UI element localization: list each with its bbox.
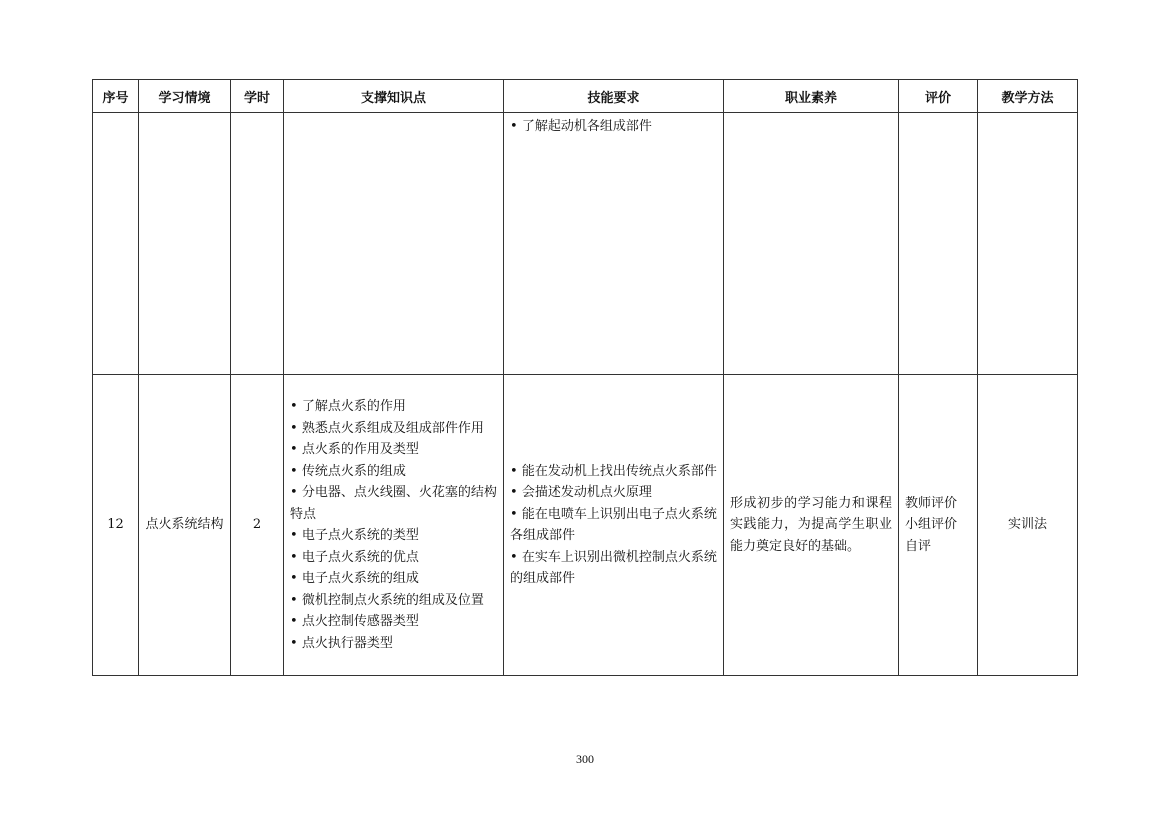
list-item: 自评 bbox=[905, 538, 932, 554]
cell-situation bbox=[139, 113, 231, 375]
list-item: • 了解点火系的作用 bbox=[290, 396, 497, 418]
table-row bbox=[93, 375, 1078, 676]
curriculum-table bbox=[92, 79, 1078, 676]
list-item: • 在实车上识别出微机控制点火系统的组成部件 bbox=[510, 547, 717, 590]
list-item: • 点火控制传感器类型 bbox=[290, 611, 497, 633]
cell-knowledge bbox=[284, 375, 504, 676]
list-item: • 电子点火系统的组成 bbox=[290, 568, 497, 590]
header-hours: 学时 bbox=[231, 80, 284, 113]
evaluation-list bbox=[905, 493, 971, 558]
header-skills: 技能要求 bbox=[504, 80, 724, 113]
page-number: 300 bbox=[576, 752, 594, 766]
cell-method bbox=[978, 113, 1078, 375]
cell-evaluation bbox=[899, 113, 978, 375]
cell-skills bbox=[504, 375, 724, 676]
list-item: • 点火执行器类型 bbox=[290, 633, 497, 655]
list-item: • 熟悉点火系组成及组成部件作用 bbox=[290, 418, 497, 440]
list-item: • 传统点火系的组成 bbox=[290, 461, 497, 483]
cell-no: 12 bbox=[93, 375, 139, 676]
cell-hours: 2 bbox=[231, 375, 284, 676]
skills-list bbox=[510, 461, 717, 590]
cell-literacy bbox=[724, 113, 899, 375]
header-knowledge: 支撑知识点 bbox=[284, 80, 504, 113]
skills-list bbox=[510, 116, 717, 138]
cell-skills bbox=[504, 113, 724, 375]
header-literacy: 职业素养 bbox=[724, 80, 899, 113]
knowledge-list bbox=[290, 396, 497, 654]
list-item: 小组评价 bbox=[905, 517, 958, 533]
header-evaluation: 评价 bbox=[899, 80, 978, 113]
table-row bbox=[93, 113, 1078, 375]
list-item: • 微机控制点火系统的组成及位置 bbox=[290, 590, 497, 612]
cell-knowledge bbox=[284, 113, 504, 375]
list-item: • 能在电喷车上识别出电子点火系统各组成部件 bbox=[510, 504, 717, 547]
header-row bbox=[93, 80, 1078, 113]
cell-situation: 点火系统结构 bbox=[139, 375, 231, 676]
header-no: 序号 bbox=[93, 80, 139, 113]
list-item: • 了解起动机各组成部件 bbox=[510, 116, 717, 138]
cell-method: 实训法 bbox=[978, 375, 1078, 676]
list-item: • 能在发动机上找出传统点火系部件 bbox=[510, 461, 717, 483]
list-item: • 会描述发动机点火原理 bbox=[510, 482, 717, 504]
list-item: 教师评价 bbox=[905, 495, 958, 511]
header-method: 教学方法 bbox=[978, 80, 1078, 113]
list-item: • 电子点火系统的优点 bbox=[290, 547, 497, 569]
header-situation: 学习情境 bbox=[139, 80, 231, 113]
list-item: • 分电器、点火线圈、火花塞的结构特点 bbox=[290, 482, 497, 525]
cell-evaluation bbox=[899, 375, 978, 676]
cell-hours bbox=[231, 113, 284, 375]
cell-no bbox=[93, 113, 139, 375]
cell-literacy: 形成初步的学习能力和课程实践能力，为提高学生职业能力奠定良好的基础。 bbox=[724, 375, 899, 676]
list-item: • 电子点火系统的类型 bbox=[290, 525, 497, 547]
list-item: • 点火系的作用及类型 bbox=[290, 439, 497, 461]
